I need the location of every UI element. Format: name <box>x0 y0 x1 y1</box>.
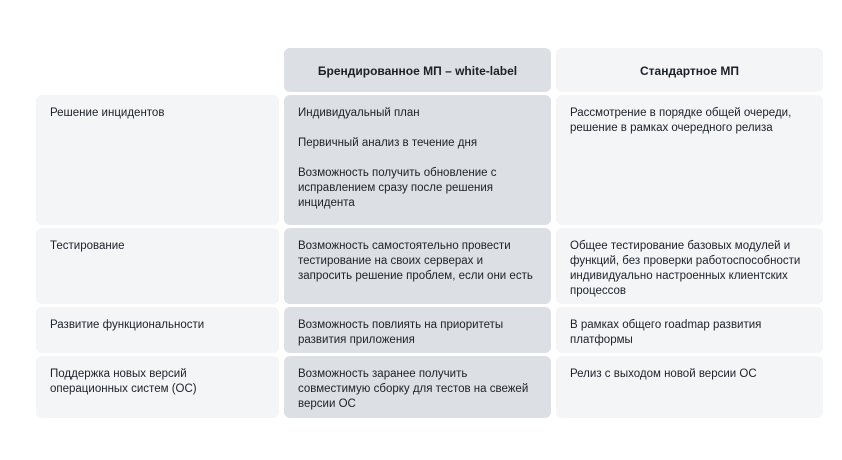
header-empty-cell <box>36 48 279 92</box>
row-feature-os-support: Поддержка новых версий операционных систем (ОС) <box>36 356 279 418</box>
row-branded-development <box>284 307 551 353</box>
row-standard-testing: Общее тестирование базовых модулей и функций, без проверки работоспособности индивидуально настроенных клиентских процессов <box>556 228 823 304</box>
branded-text: Возможность заранее получить совместимую сборку для тестов на свежей версии ОС <box>298 368 529 410</box>
row-standard-incidents: Рассмотрение в порядке общей очереди, решение в рамках очередного релиза <box>556 95 823 225</box>
branded-text: Возможность самостоятельно провести тестирование на своих серверах и запросить решение проблем, если они есть <box>298 240 533 282</box>
branded-text: Возможность повлиять на приоритеты развития приложения <box>298 319 504 346</box>
branded-text: Индивидуальный план <box>298 107 420 119</box>
row-standard-os-support: Релиз с выходом новой версии ОС <box>556 356 823 418</box>
row-feature-incidents: Решение инцидентов <box>36 95 279 225</box>
row-branded-testing <box>284 228 551 304</box>
row-feature-development: Развитие функциональности <box>36 307 279 353</box>
row-branded-incidents <box>284 95 551 225</box>
row-branded-os-support <box>284 356 551 418</box>
header-branded-column: Брендированное МП – white-label <box>284 48 551 92</box>
row-standard-development: В рамках общего roadmap развития платформы <box>556 307 823 353</box>
branded-text: Возможность получить обновление с исправлением сразу после решения инцидента <box>298 167 497 209</box>
comparison-table <box>36 48 818 418</box>
row-feature-testing: Тестирование <box>36 228 279 304</box>
branded-text: Первичный анализ в течение дня <box>298 137 478 149</box>
header-standard-column: Стандартное МП <box>556 48 823 92</box>
